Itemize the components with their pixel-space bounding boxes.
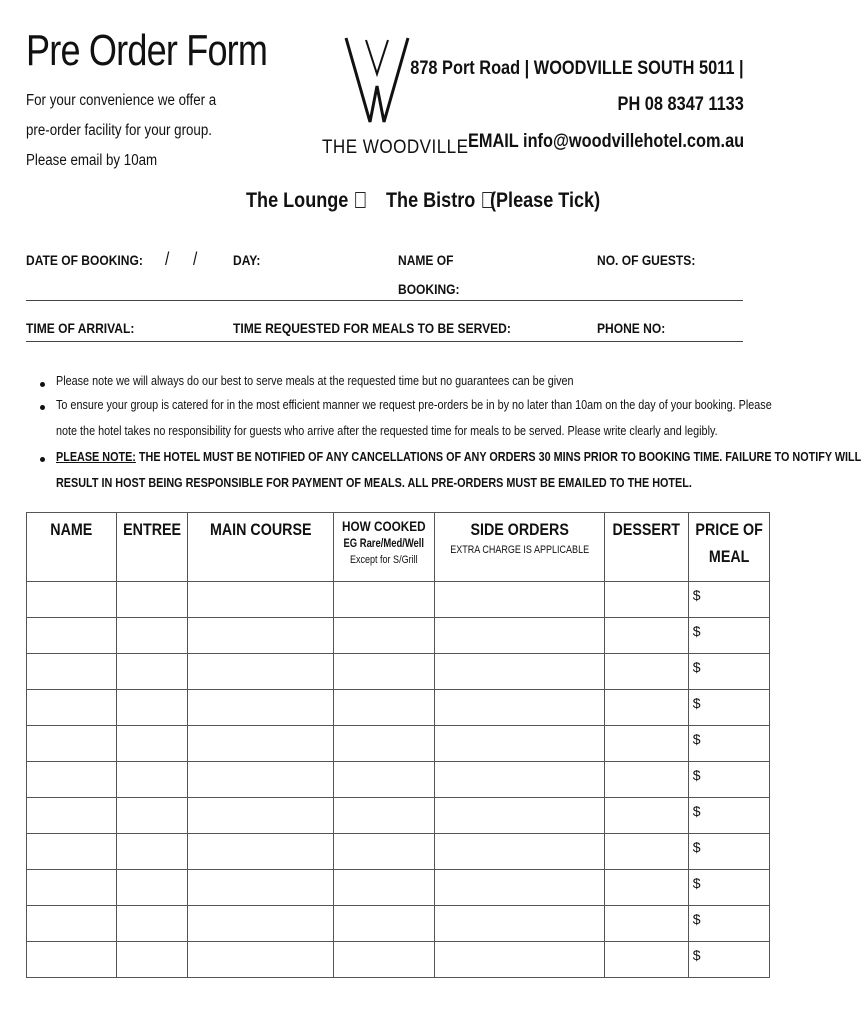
table-cell[interactable] xyxy=(605,690,689,726)
table-cell[interactable] xyxy=(434,798,604,834)
currency-symbol: $ xyxy=(692,587,701,603)
date-separator: / xyxy=(193,249,198,269)
table-cell[interactable] xyxy=(27,762,117,798)
col-name-label: NAME xyxy=(50,520,93,539)
contact-phone: PH 08 8347 1133 xyxy=(617,94,744,115)
table-cell[interactable] xyxy=(116,726,187,762)
meal-time-label: TIME REQUESTED FOR MEALS TO BE SERVED: xyxy=(233,320,511,336)
table-cell[interactable] xyxy=(116,906,187,942)
contact-address: 878 Port Road | WOODVILLE SOUTH 5011 | xyxy=(410,58,744,79)
currency-symbol: $ xyxy=(692,839,701,855)
note-pre-order-deadline: To ensure your group is catered for in the most efficient manner we request pre-orders be in by no later than 10am on the day of your booking. Please xyxy=(56,397,772,412)
table-cell[interactable] xyxy=(187,762,333,798)
table-cell[interactable] xyxy=(605,834,689,870)
col-dessert xyxy=(605,513,689,582)
intro-line-3: Please email by 10am xyxy=(26,152,158,169)
table-cell[interactable] xyxy=(434,906,604,942)
page-title: Pre Order Form xyxy=(26,26,268,75)
table-cell[interactable] xyxy=(187,654,333,690)
table-cell[interactable] xyxy=(334,942,435,978)
table-row xyxy=(27,726,770,762)
table-cell[interactable] xyxy=(334,834,435,870)
table-cell[interactable] xyxy=(434,834,604,870)
divider xyxy=(26,300,743,301)
table-cell[interactable] xyxy=(116,582,187,618)
note-pre-order-deadline-cont: note the hotel takes no responsibility for guests who arrive after the requested time for meals to be served. Please write clearly and legibly. xyxy=(56,423,718,438)
price-cell[interactable] xyxy=(688,654,769,690)
currency-symbol: $ xyxy=(692,731,701,747)
note-cancellation xyxy=(56,449,861,464)
table-cell[interactable] xyxy=(334,618,435,654)
time-of-arrival-label: TIME OF ARRIVAL: xyxy=(26,320,135,336)
currency-symbol: $ xyxy=(692,659,701,675)
table-cell[interactable] xyxy=(334,906,435,942)
table-row xyxy=(27,834,770,870)
table-cell[interactable] xyxy=(27,798,117,834)
table-cell[interactable] xyxy=(605,726,689,762)
col-price-label: PRICE OF xyxy=(695,520,763,539)
table-header-row xyxy=(27,513,770,582)
phone-number-label: PHONE NO: xyxy=(597,320,666,336)
price-cell[interactable] xyxy=(688,870,769,906)
intro-line-2: pre-order facility for your group. xyxy=(26,122,212,139)
col-how-cooked-example: EG Rare/Med/Well xyxy=(343,538,425,550)
table-cell[interactable] xyxy=(116,942,187,978)
table-cell[interactable] xyxy=(27,690,117,726)
table-cell[interactable] xyxy=(605,870,689,906)
col-dessert-label: DESSERT xyxy=(612,520,681,539)
table-cell[interactable] xyxy=(334,690,435,726)
currency-symbol: $ xyxy=(692,875,701,891)
table-cell[interactable] xyxy=(187,726,333,762)
name-of-booking-label: NAME OF xyxy=(398,252,454,268)
table-cell[interactable] xyxy=(434,870,604,906)
table-row xyxy=(27,942,770,978)
col-how-cooked-label: HOW COOKED xyxy=(342,518,426,534)
table-cell[interactable] xyxy=(116,762,187,798)
table-cell[interactable] xyxy=(334,726,435,762)
table-cell[interactable] xyxy=(434,618,604,654)
table-cell[interactable] xyxy=(116,654,187,690)
venue-lounge-label: The Lounge xyxy=(246,189,349,212)
currency-symbol: $ xyxy=(692,947,701,963)
price-cell[interactable] xyxy=(688,582,769,618)
table-cell[interactable] xyxy=(27,906,117,942)
table-cell[interactable] xyxy=(334,798,435,834)
logo-text: THE WOODVILLE xyxy=(322,137,469,158)
table-cell[interactable] xyxy=(605,906,689,942)
price-cell[interactable] xyxy=(688,726,769,762)
table-row xyxy=(27,654,770,690)
table-cell[interactable] xyxy=(334,582,435,618)
note-cancellation-text: THE HOTEL MUST BE NOTIFIED OF ANY CANCELLATIONS OF ANY ORDERS 30 MINS PRIOR TO BOOKING TIME. FAILURE TO NOTIFY WILL xyxy=(135,449,861,464)
table-cell[interactable] xyxy=(334,762,435,798)
col-how-cooked-except: Except for S/Grill xyxy=(350,554,418,566)
bullet-icon xyxy=(40,405,45,410)
table-cell[interactable] xyxy=(116,618,187,654)
table-cell[interactable] xyxy=(187,690,333,726)
table-cell[interactable] xyxy=(605,618,689,654)
table-cell[interactable] xyxy=(605,654,689,690)
price-cell[interactable] xyxy=(688,618,769,654)
table-cell[interactable] xyxy=(27,654,117,690)
please-tick-instruction: (Please Tick) xyxy=(490,189,601,212)
table-cell[interactable] xyxy=(605,942,689,978)
venue-bistro xyxy=(386,189,493,213)
table-cell[interactable] xyxy=(434,762,604,798)
table-cell[interactable] xyxy=(334,870,435,906)
contact-email: EMAIL info@woodvillehotel.com.au xyxy=(467,131,744,152)
date-of-booking-label: DATE OF BOOKING: xyxy=(26,252,143,268)
bullet-icon xyxy=(40,382,45,387)
col-main-course xyxy=(187,513,333,582)
table-cell[interactable] xyxy=(434,582,604,618)
table-cell[interactable] xyxy=(27,726,117,762)
table-cell[interactable] xyxy=(434,726,604,762)
col-side-orders xyxy=(434,513,604,582)
price-cell[interactable] xyxy=(688,798,769,834)
table-cell[interactable] xyxy=(187,906,333,942)
table-cell[interactable] xyxy=(605,762,689,798)
table-cell[interactable] xyxy=(187,834,333,870)
bullet-icon xyxy=(40,457,45,462)
currency-symbol: $ xyxy=(692,911,701,927)
table-cell[interactable] xyxy=(605,798,689,834)
currency-symbol: $ xyxy=(692,767,701,783)
price-cell[interactable] xyxy=(688,906,769,942)
col-price xyxy=(688,513,769,582)
col-side-orders-note: EXTRA CHARGE IS APPLICABLE xyxy=(450,544,589,556)
table-cell[interactable] xyxy=(27,942,117,978)
number-of-guests-label: NO. OF GUESTS: xyxy=(597,252,696,268)
col-price-label-2: MEAL xyxy=(708,547,750,566)
note-serving-time: Please note we will always do our best to serve meals at the requested time but no guarantees can be given xyxy=(56,373,574,388)
table-row xyxy=(27,582,770,618)
col-entree-label: ENTREE xyxy=(122,520,181,539)
col-main-course-label: MAIN COURSE xyxy=(209,520,312,539)
day-label: DAY: xyxy=(233,252,261,268)
table-row xyxy=(27,618,770,654)
table-row xyxy=(27,762,770,798)
name-of-booking-label: BOOKING: xyxy=(398,281,460,297)
col-side-orders-label: SIDE ORDERS xyxy=(470,520,569,539)
table-cell[interactable] xyxy=(116,870,187,906)
price-cell[interactable] xyxy=(688,690,769,726)
table-row xyxy=(27,690,770,726)
lounge-tick-checkbox[interactable] xyxy=(355,192,365,208)
table-row xyxy=(27,906,770,942)
currency-symbol: $ xyxy=(692,803,701,819)
table-cell[interactable] xyxy=(434,654,604,690)
venue-bistro-label: The Bistro xyxy=(386,189,476,212)
table-cell[interactable] xyxy=(187,870,333,906)
please-note-label: PLEASE NOTE: xyxy=(56,449,136,464)
intro-line-1: For your convenience we offer a xyxy=(26,92,217,109)
price-cell[interactable] xyxy=(688,762,769,798)
currency-symbol: $ xyxy=(692,623,701,639)
table-cell[interactable] xyxy=(116,798,187,834)
divider xyxy=(26,341,743,342)
table-cell[interactable] xyxy=(434,942,604,978)
note-cancellation-cont: RESULT IN HOST BEING RESPONSIBLE FOR PAYMENT OF MEALS. ALL PRE-ORDERS MUST BE EMAILED TO THE HOTEL. xyxy=(56,475,692,490)
price-cell[interactable] xyxy=(688,834,769,870)
venue-lounge xyxy=(246,189,366,213)
table-cell[interactable] xyxy=(27,834,117,870)
col-how-cooked xyxy=(334,513,435,582)
table-cell[interactable] xyxy=(116,834,187,870)
table-cell[interactable] xyxy=(187,798,333,834)
table-cell[interactable] xyxy=(434,690,604,726)
table-cell[interactable] xyxy=(27,582,117,618)
table-row xyxy=(27,798,770,834)
date-separator: / xyxy=(165,249,170,269)
table-cell[interactable] xyxy=(334,654,435,690)
table-cell[interactable] xyxy=(605,582,689,618)
table-row xyxy=(27,870,770,906)
col-entree xyxy=(116,513,187,582)
table-cell[interactable] xyxy=(187,618,333,654)
price-cell[interactable] xyxy=(688,942,769,978)
table-cell[interactable] xyxy=(187,582,333,618)
table-cell[interactable] xyxy=(27,870,117,906)
col-name xyxy=(27,513,117,582)
table-cell[interactable] xyxy=(187,942,333,978)
table-cell[interactable] xyxy=(116,690,187,726)
currency-symbol: $ xyxy=(692,695,701,711)
table-cell[interactable] xyxy=(27,618,117,654)
order-table xyxy=(26,512,770,978)
